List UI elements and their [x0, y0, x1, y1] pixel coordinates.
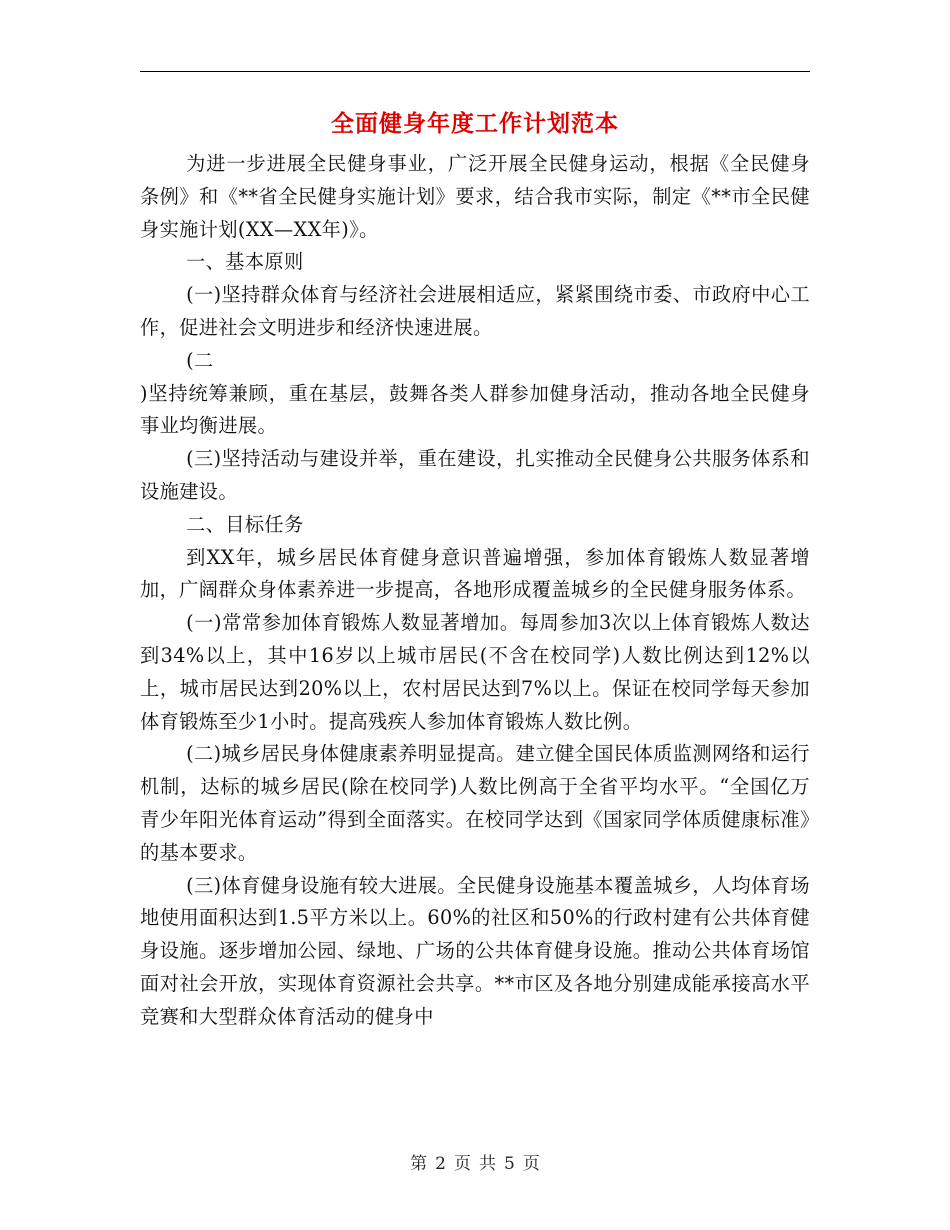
- header-rule: [140, 71, 810, 72]
- principle-2-fragment: (二: [186, 348, 214, 372]
- goal-2-paragraph: (二)城乡居民身体健康素养明显提高。建立健全国民体质监测网络和运行机制，达标的城乡居民(除在校同学)人数比例高于全省平均水平。“全国亿万青少年阳光体育运动”得到全面落实。在校同学达到《国家同学体质健康标准》的基本要求。: [140, 742, 810, 864]
- goal-3-paragraph: (三)体育健身设施有较大进展。全民健身设施基本覆盖城乡，人均体育场地使用面积达到1.5平方米以上。60%的社区和50%的行政村建有公共体育健身设施。逐步增加公园、绿地、广场的公共体育健身设施。推动公共体育场馆面对社会开放，实现体育资源社会共享。**市区及各地分别建成能承接高水平竞赛和大型群众体育活动的健身中: [140, 873, 810, 1028]
- page-total: 5: [504, 1154, 515, 1174]
- page-suffix: 页: [522, 1154, 540, 1174]
- document-title: 全面健身年度工作计划范本: [331, 110, 619, 137]
- section-heading-goals: 二、目标任务: [186, 512, 304, 536]
- page-total-prefix: 共: [479, 1154, 496, 1174]
- page-prefix: 第: [410, 1154, 428, 1174]
- principle-1-paragraph: (一)坚持群众体育与经济社会进展相适应，紧紧围绕市委、市政府中心工作，促进社会文明进步和经济快速进展。: [140, 283, 810, 339]
- principle-3-paragraph: (三)坚持活动与建设并举，重在建设，扎实推动全民健身公共服务体系和设施建设。: [140, 447, 810, 503]
- page-footer: [0, 1152, 950, 1176]
- section-heading-principles: 一、基本原则: [186, 250, 304, 274]
- goal-1-paragraph: (一)常常参加体育锻炼人数显著增加。每周参加3次以上体育锻炼人数达到34%以上，其中16岁以上城市居民(不含在校同学)人数比例达到12%以上，城市居民达到20%以上，农村居民达到7%以上。保证在校同学每天参加体育锻炼至少1小时。提高残疾人参加体育锻炼人数比例。: [140, 611, 810, 733]
- page-mid: 页: [454, 1154, 471, 1174]
- goals-overview-paragraph: 到XX年，城乡居民体育健身意识普遍增强，参加体育锻炼人数显著增加，广阔群众身体素养进一步提高，各地形成覆盖城乡的全民健身服务体系。: [140, 545, 810, 602]
- intro-paragraph: 为进一步进展全民健身事业，广泛开展全民健身运动，根据《全民健身条例》和《**省全民健身实施计划》要求，结合我市实际，制定《**市全民健身实施计划(XX—XX年)》。: [140, 152, 810, 241]
- principle-2-paragraph: )坚持统筹兼顾，重在基层，鼓舞各类人群参加健身活动，推动各地全民健身事业均衡进展。: [140, 381, 810, 438]
- page-current: 2: [435, 1154, 446, 1174]
- document-body: [140, 148, 810, 1034]
